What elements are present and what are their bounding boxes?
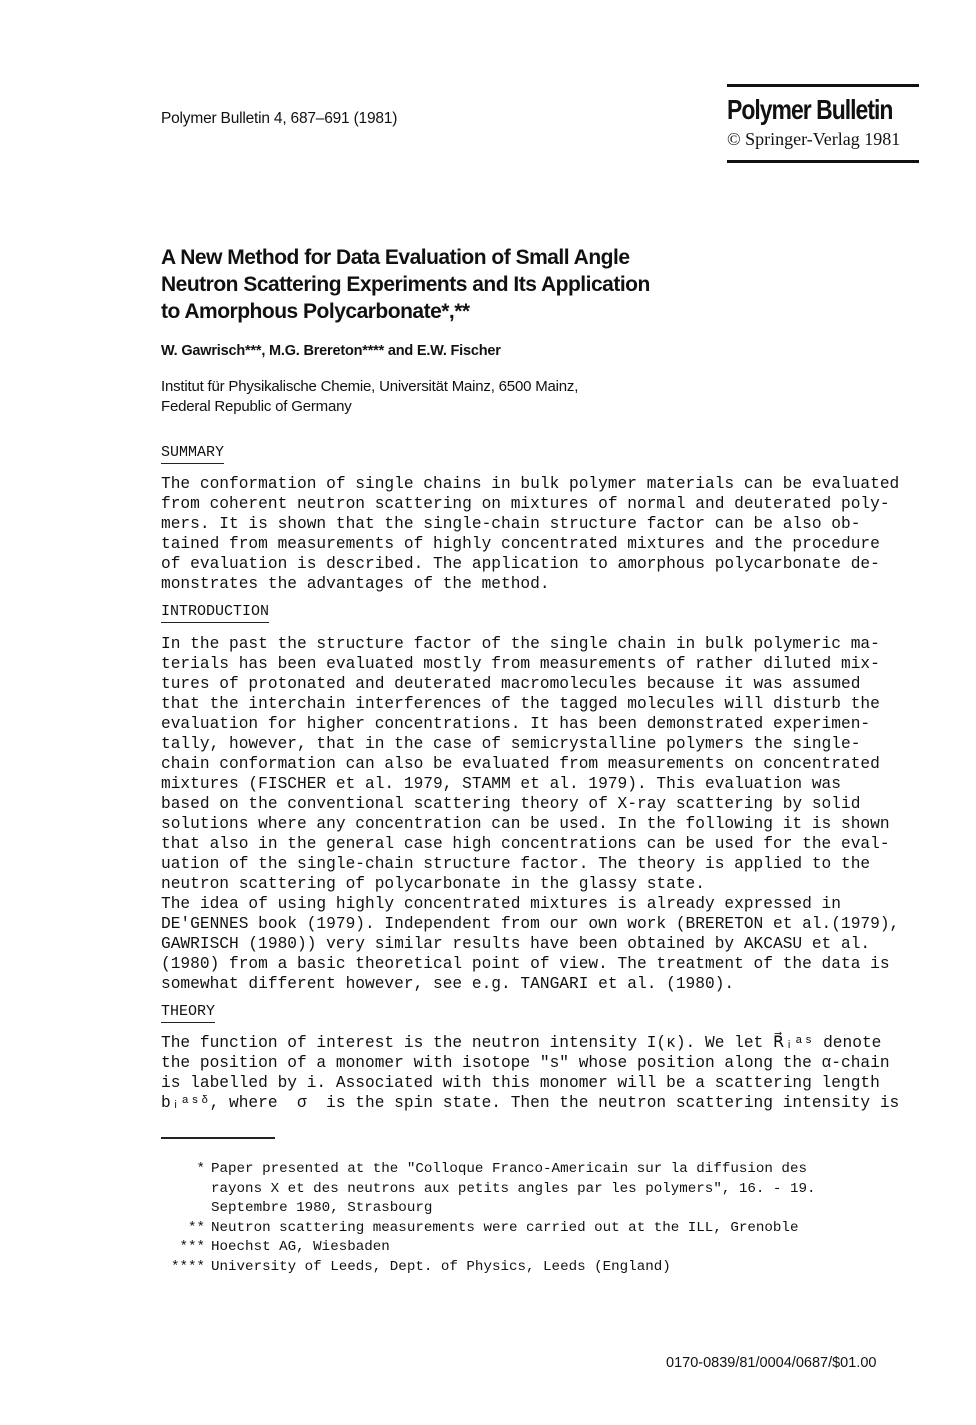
- title-line: A New Method for Data Evaluation of Small Angle: [161, 246, 630, 269]
- text-line: based on the conventional scattering theory of X-ray scattering by solid: [161, 795, 861, 813]
- text-line: (1980) from a basic theoretical point of view. The treatment of the data is: [161, 955, 890, 973]
- text-line: bᵢᵃˢᵟ, where σ is the spin state. Then the neutron scattering intensity is: [161, 1094, 900, 1112]
- text-line: somewhat different however, see e.g. TANGARI et al. (1980).: [161, 975, 735, 993]
- footnote-marker: [155, 1180, 211, 1200]
- footnotes: [155, 1160, 816, 1277]
- footnote-text: University of Leeds, Dept. of Physics, Leeds (England): [211, 1258, 671, 1275]
- text-line: evaluation for higher concentrations. It has been demonstrated experimen-: [161, 715, 871, 733]
- publication-code: 0170-0839/81/0004/0687/$01.00: [666, 1355, 877, 1371]
- text-line: tained from measurements of highly concentrated mixtures and the procedure: [161, 535, 880, 553]
- text-line: uation of the single-chain structure factor. The theory is applied to the: [161, 855, 871, 873]
- affiliation-line: Institut für Physikalische Chemie, Universität Mainz, 6500 Mainz,: [161, 378, 579, 395]
- footnote-line: [155, 1238, 816, 1258]
- footnote-marker: ***: [179, 1239, 205, 1255]
- text-line: mixtures (FISCHER et al. 1979, STAMM et al. 1979). This evaluation was: [161, 775, 841, 793]
- footnote-line: [155, 1219, 816, 1239]
- footnote-marker: ****: [170, 1258, 205, 1275]
- text-line: mers. It is shown that the single-chain structure factor can be also ob-: [161, 515, 861, 533]
- summary-body: [161, 474, 899, 594]
- footnote-line: [155, 1199, 816, 1219]
- footnote-line: [155, 1160, 816, 1180]
- text-line: The idea of using highly concentrated mixtures is already expressed in: [161, 895, 841, 913]
- theory-body: [161, 1033, 899, 1113]
- text-line: tures of protonated and deuterated macromolecules because it was assumed: [161, 675, 861, 693]
- text-line: The function of interest is the neutron intensity I(κ). We let R⃗ᵢᵃˢ denote: [161, 1034, 882, 1052]
- text-line: tally, however, that in the case of semicrystalline polymers the single-: [161, 735, 861, 753]
- text-line: that the interchain interferences of the tagged molecules will disturb the: [161, 695, 880, 713]
- title-line: Neutron Scattering Experiments and Its Application: [161, 273, 650, 296]
- publisher-line: © Springer-Verlag 1981: [727, 129, 901, 149]
- text-line: neutron scattering of polycarbonate in the glassy state.: [161, 875, 705, 893]
- text-line: In the past the structure factor of the single chain in bulk polymeric ma-: [161, 635, 880, 653]
- footnote-text: Hoechst AG, Wiesbaden: [211, 1239, 390, 1255]
- journal-name: Polymer Bulletin: [727, 94, 893, 125]
- text-line: monstrates the advantages of the method.: [161, 575, 550, 593]
- footnote-marker: *: [196, 1161, 205, 1177]
- footnote-text: rayons X et des neutrons aux petits angles par les polymers", 16. - 19.: [211, 1180, 816, 1197]
- masthead-bottom-rule: [727, 160, 919, 163]
- footnote-line: [155, 1180, 816, 1200]
- introduction-body: [161, 634, 899, 994]
- affiliation-line: Federal Republic of Germany: [161, 398, 352, 415]
- footnote-text: Paper presented at the "Colloque Franco-Americain sur la diffusion des: [211, 1161, 807, 1177]
- text-line: that also in the general case high concentrations can be used for the eval-: [161, 835, 890, 853]
- journal-masthead: [727, 84, 919, 163]
- text-line: solutions where any concentration can be used. In the following it is shown: [161, 815, 890, 833]
- footnote-separator: [161, 1137, 275, 1139]
- footnote-text: Septembre 1980, Strasbourg: [211, 1200, 433, 1216]
- footnote-line: [155, 1258, 816, 1278]
- text-line: of evaluation is described. The application to amorphous polycarbonate de-: [161, 555, 880, 573]
- text-line: terials has been evaluated mostly from measurements of rather diluted mix-: [161, 655, 880, 673]
- paper-title: [161, 244, 801, 325]
- masthead-top-rule: [727, 84, 919, 87]
- text-line: GAWRISCH (1980)) very similar results have been obtained by AKCASU et al.: [161, 935, 871, 953]
- text-line: is labelled by i. Associated with this monomer will be a scattering length: [161, 1074, 880, 1092]
- text-line: chain conformation can also be evaluated from measurements on concentrated: [161, 755, 880, 773]
- affiliation: [161, 377, 578, 417]
- text-line: DE'GENNES book (1979). Independent from our own work (BRERETON et al.(1979),: [161, 915, 900, 933]
- introduction-heading: INTRODUCTION: [161, 603, 269, 623]
- title-line: to Amorphous Polycarbonate*,**: [161, 300, 470, 323]
- citation-line: Polymer Bulletin 4, 687–691 (1981): [161, 110, 398, 127]
- footnote-text: Neutron scattering measurements were carried out at the ILL, Grenoble: [211, 1219, 799, 1236]
- text-line: The conformation of single chains in bulk polymer materials can be evaluated: [161, 475, 900, 493]
- footnote-marker: **: [187, 1219, 205, 1236]
- author-list: W. Gawrisch***, M.G. Brereton**** and E.W. Fischer: [161, 343, 501, 359]
- summary-heading: SUMMARY: [161, 444, 224, 464]
- theory-heading: THEORY: [161, 1003, 215, 1023]
- text-line: the position of a monomer with isotope "s" whose position along the α-chain: [161, 1054, 890, 1072]
- text-line: from coherent neutron scattering on mixtures of normal and deuterated poly-: [161, 495, 890, 513]
- footnote-marker: [155, 1199, 211, 1219]
